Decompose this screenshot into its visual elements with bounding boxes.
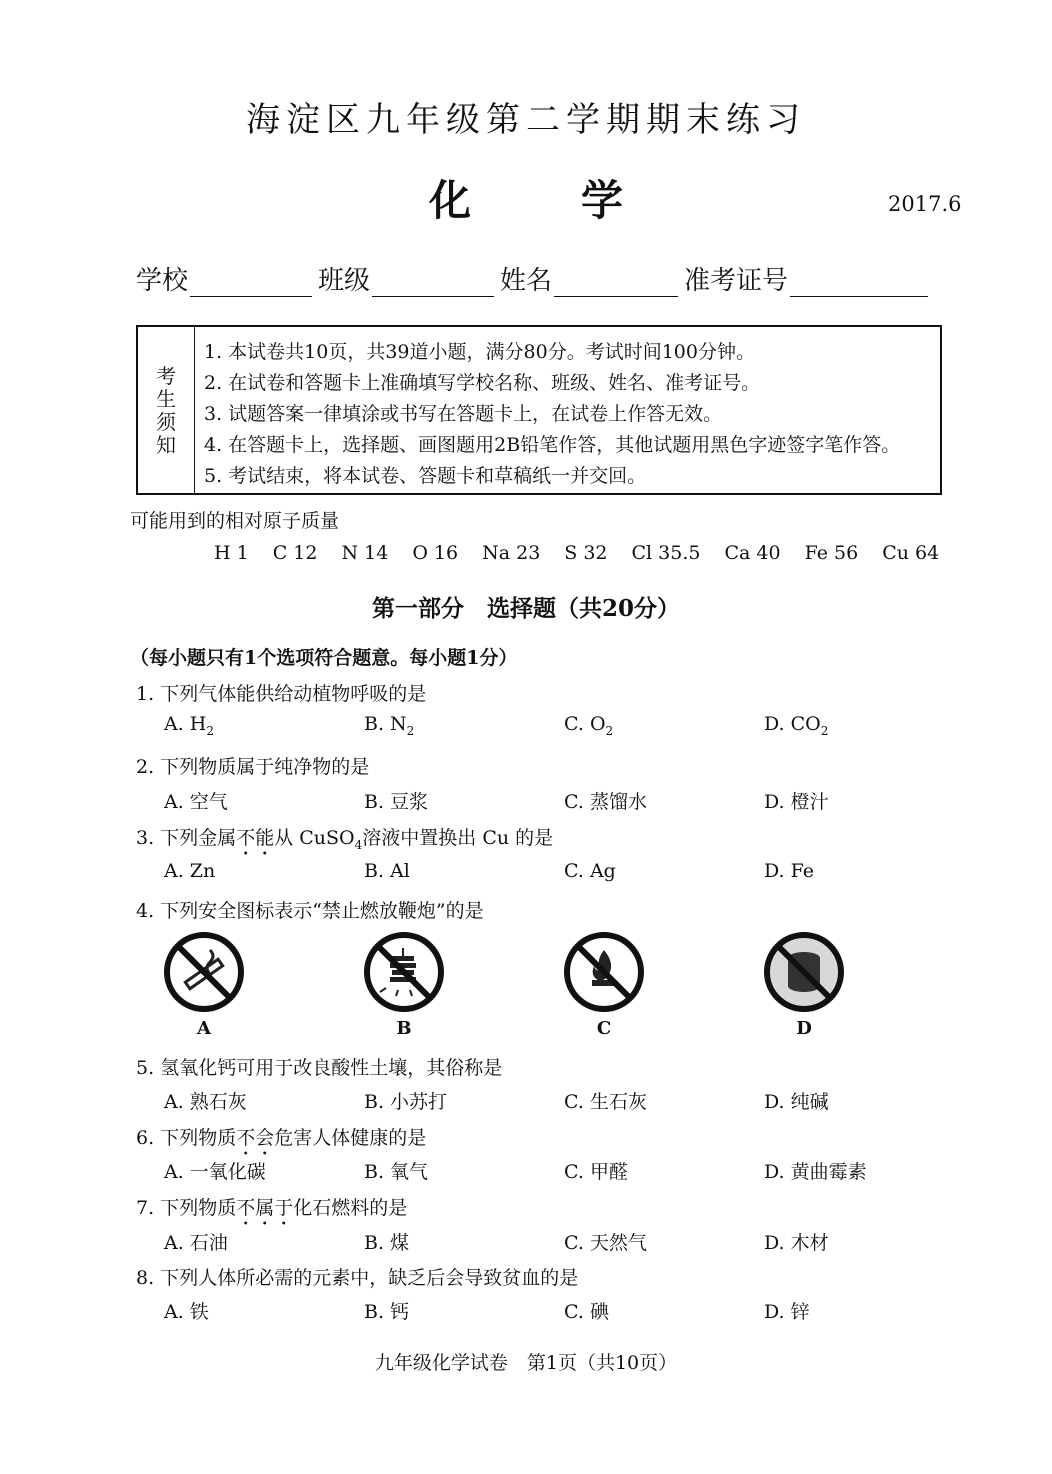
atomic-mass-item: Na 23 [482,542,541,564]
option-b[interactable]: B. 钙 [364,1301,410,1323]
question-text: 下列物质不会危害人体健康的是 [160,1127,427,1149]
option-b[interactable]: B. 煤 [364,1232,410,1254]
option-c[interactable]: C. 生石灰 [564,1091,647,1113]
icon-label-a: A [197,1018,211,1039]
question-5 [136,1053,502,1080]
option-c[interactable]: C. 碘 [564,1301,609,1323]
option-c[interactable]: C. $O_2$ [564,713,614,738]
name-label: 姓名 [500,266,553,296]
subject-char-2: 学 [581,176,624,225]
question-text: 下列金属不能从 CuSO$_4$溶液中置换出 Cu 的是 [160,827,554,852]
question-text: 下列物质属于纯净物的是 [160,756,370,778]
school-blank[interactable] [190,268,312,297]
atomic-mass-item: N 14 [341,542,389,564]
option-a[interactable]: A. 熟石灰 [164,1091,247,1113]
option-a[interactable]: A. 一氧化碳 [164,1161,266,1183]
atomic-mass-item: Fe 56 [804,542,859,564]
question-text: 下列气体能供给动植物呼吸的是 [160,683,427,705]
question-1 [136,679,426,706]
option-d[interactable]: D. 锌 [764,1301,810,1323]
question-text: 下列安全图标表示“禁止燃放鞭炮”的是 [160,900,484,922]
option-a[interactable]: A. 空气 [164,791,228,813]
no-smoking-sign-icon[interactable] [162,930,246,1014]
exam-id-label: 准考证号 [684,266,789,296]
option-d[interactable]: D. 橙汁 [764,791,829,813]
option-d[interactable]: D. Fe [764,860,815,882]
question-2 [136,752,369,779]
question-number: 5. [136,1057,155,1079]
question-number: 8. [136,1267,155,1289]
option-b[interactable]: B. 氧气 [364,1161,429,1183]
option-b[interactable]: B. 小苏打 [364,1091,448,1113]
exam-date: 2017.6 [888,192,962,216]
notice-list [204,337,900,492]
option-b[interactable]: B. Al [364,860,410,882]
no-explosives-sign-icon[interactable] [762,930,846,1014]
notice-item: 1. 本试卷共10页，共39道小题，满分80分。考试时间100分钟。 [204,341,755,363]
notice-side-label [138,327,195,493]
atomic-mass-item: H 1 [214,542,249,564]
atomic-mass-item: O 16 [412,542,459,564]
question-number: 6. [136,1127,155,1149]
notice-side-text: 考生须知 [156,364,176,457]
option-d[interactable]: D. 纯碱 [764,1091,829,1113]
exam-title: 海淀区九年级第二学期期末练习 [246,100,806,140]
section-title: 第一部分 选择题（共20分） [371,595,680,622]
exam-id-blank[interactable] [790,268,928,297]
question-8 [136,1263,578,1290]
subject-char-1: 化 [428,176,471,225]
question-4 [136,896,484,923]
option-a[interactable]: A. Zn [164,860,216,882]
question-number: 4. [136,900,155,922]
question-7 [136,1193,407,1230]
question-3 [136,823,553,860]
atomic-mass-item: Cu 64 [882,542,940,564]
question-6 [136,1123,426,1160]
option-a[interactable]: A. 铁 [164,1301,209,1323]
atomic-mass-item: Cl 35.5 [631,542,701,564]
option-d[interactable]: D. $CO_2$ [764,713,829,738]
option-c[interactable]: C. 甲醛 [564,1161,628,1183]
atomic-mass-list [214,542,939,564]
question-text: 下列物质不属于化石燃料的是 [160,1197,408,1219]
no-firecrackers-sign-icon[interactable] [362,930,446,1014]
option-a[interactable]: A. 石油 [164,1232,228,1254]
option-c[interactable]: C. 蒸馏水 [564,791,647,813]
class-blank[interactable] [372,268,494,297]
atomic-mass-title: 可能用到的相对原子质量 [130,510,340,532]
question-text: 氢氧化钙可用于改良酸性土壤，其俗称是 [160,1057,503,1079]
icon-label-d: D [796,1018,812,1039]
class-label: 班级 [318,266,371,296]
notice-item: 4. 在答题卡上，选择题、画图题用2B铅笔作答，其他试题用黑色字迹签字笔作答。 [204,434,901,456]
option-b[interactable]: B. 豆浆 [364,791,429,813]
student-info-line [136,260,934,297]
option-d[interactable]: D. 木材 [764,1232,829,1254]
school-label: 学校 [136,266,189,296]
question-number: 3. [136,827,155,849]
question-number: 7. [136,1197,155,1219]
notice-item: 5. 考试结束，将本试卷、答题卡和草稿纸一并交回。 [204,465,647,487]
option-a[interactable]: A. $H_2$ [164,713,215,738]
icon-label-b: B [396,1018,412,1039]
page-footer: 九年级化学试卷 第1页（共10页） [374,1352,678,1374]
notice-item: 2. 在试卷和答题卡上准确填写学校名称、班级、姓名、准考证号。 [204,372,761,394]
icon-label-c: C [596,1018,612,1039]
option-d[interactable]: D. 黄曲霉素 [764,1161,867,1183]
question-text: 下列人体所必需的元素中，缺乏后会导致贫血的是 [160,1267,579,1289]
question-number: 2. [136,756,155,778]
notice-item: 3. 试题答案一律填涂或书写在答题卡上，在试卷上作答无效。 [204,403,723,425]
option-c[interactable]: C. Ag [564,860,616,882]
atomic-mass-item: Ca 40 [724,542,781,564]
option-c[interactable]: C. 天然气 [564,1232,647,1254]
atomic-mass-item: S 32 [564,542,608,564]
no-open-flame-sign-icon[interactable] [562,930,646,1014]
exam-notice-box [136,325,942,495]
name-blank[interactable] [554,268,678,297]
option-b[interactable]: B. $N_2$ [364,713,415,738]
atomic-mass-item: C 12 [272,542,318,564]
section-instruction: （每小题只有1个选项符合题意。每小题1分） [130,647,518,669]
question-number: 1. [136,683,155,705]
